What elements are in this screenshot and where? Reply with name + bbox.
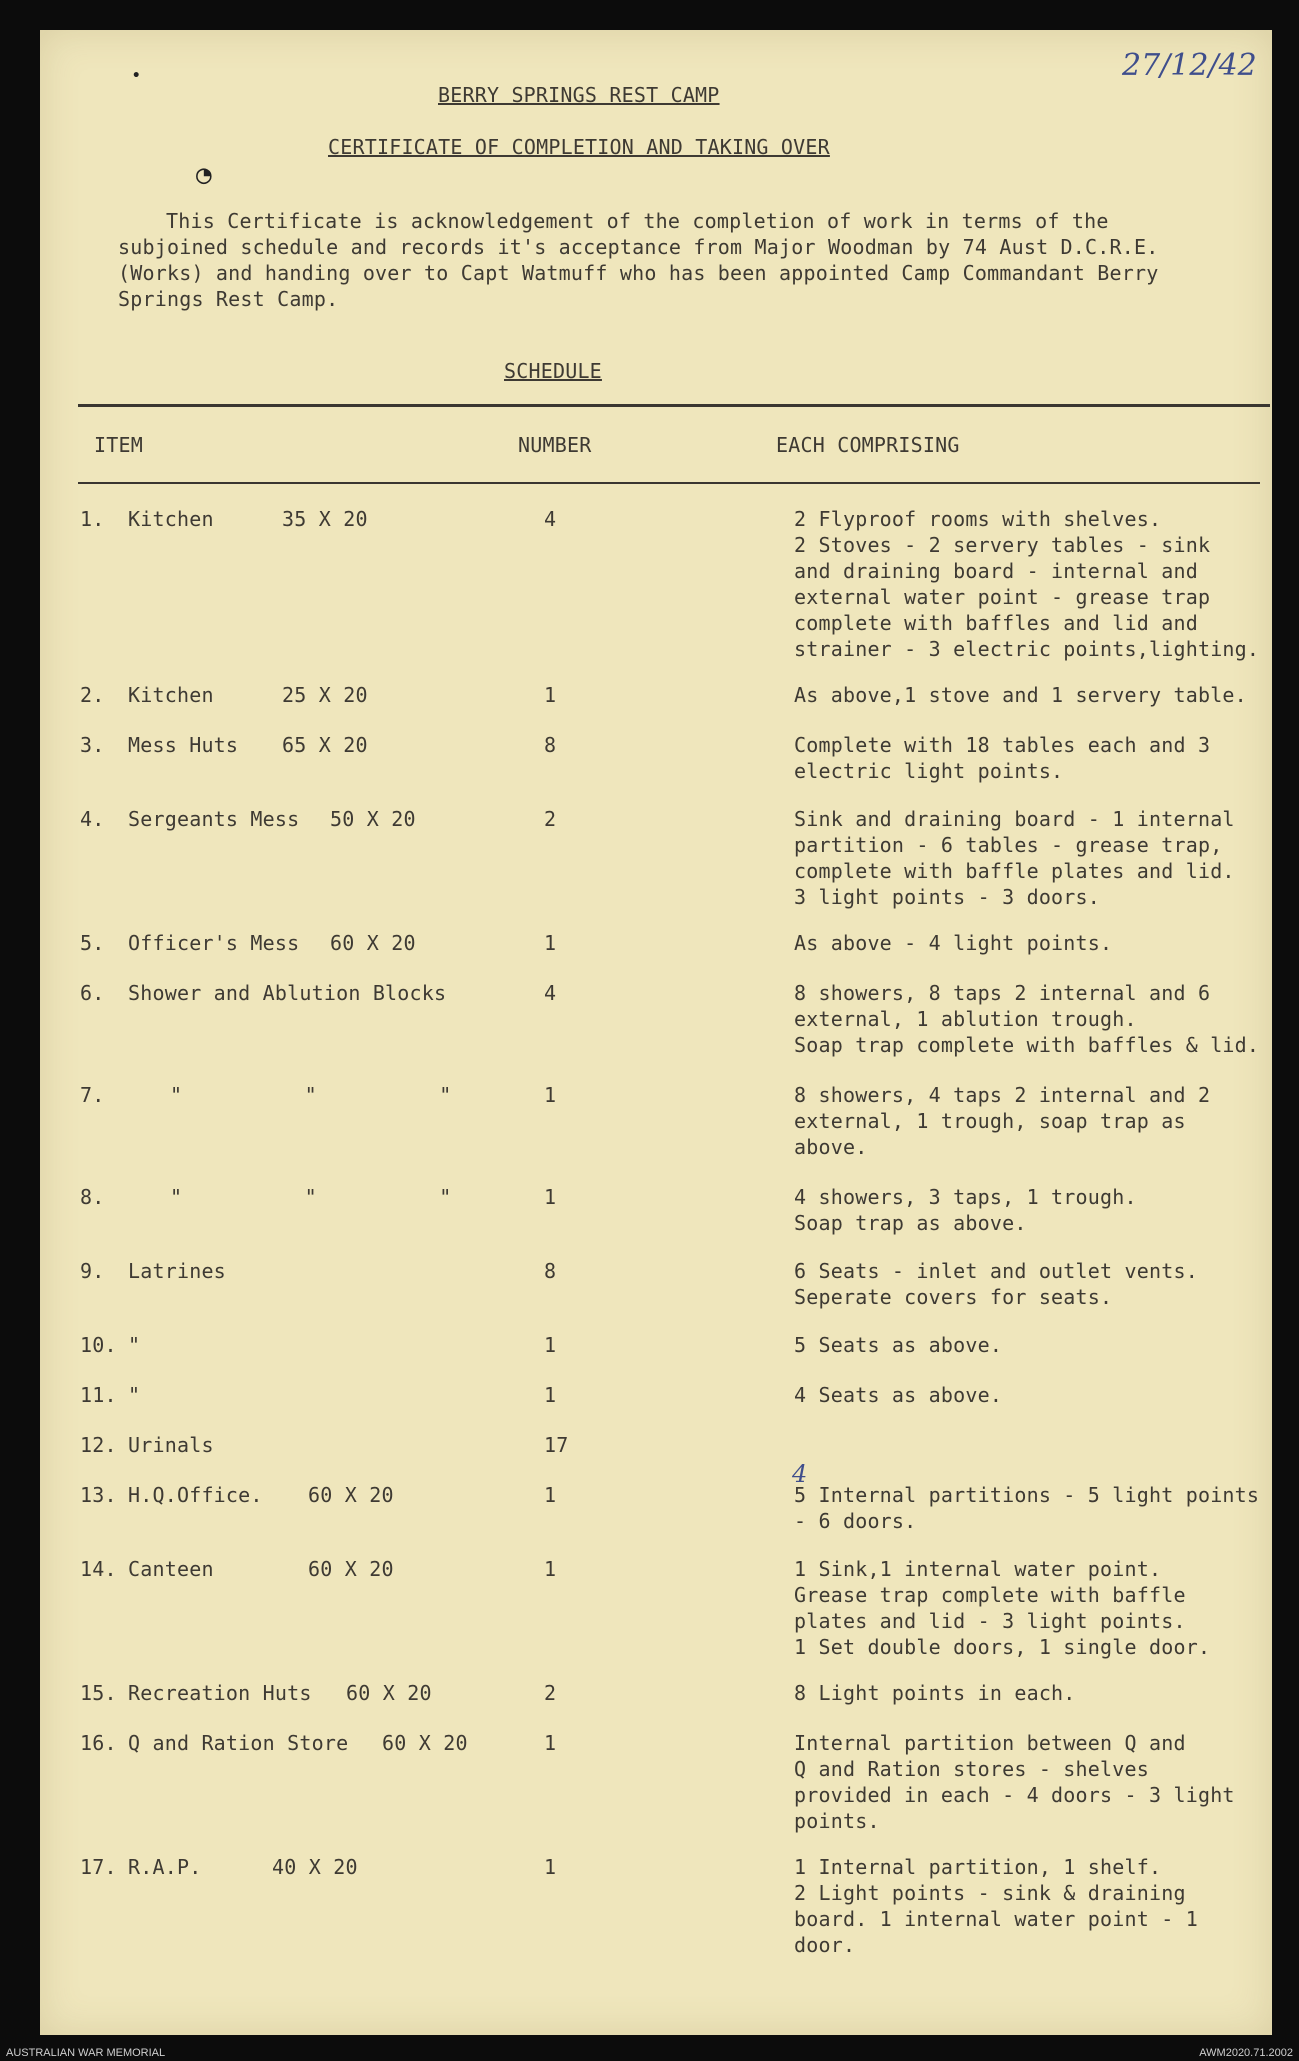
row-quantity: 4	[544, 507, 557, 531]
row-item: Mess Huts	[128, 733, 239, 757]
handwritten-correction: 4	[792, 1460, 808, 1488]
row-each-line: above.	[794, 1135, 868, 1159]
header-bottom-rule	[78, 482, 1260, 484]
row-number-label: 15.	[80, 1681, 117, 1705]
row-size: 35 X 20	[282, 507, 368, 531]
row-size: 60 X 20	[382, 1731, 468, 1755]
row-each-line: 8 Light points in each.	[794, 1681, 1076, 1705]
row-item: Recreation Huts	[128, 1681, 312, 1705]
row-item: H.Q.Office.	[128, 1483, 263, 1507]
row-each-line: 2 Stoves - 2 servery tables - sink	[794, 533, 1211, 557]
row-each-line: 1 Internal partition, 1 shelf.	[794, 1855, 1162, 1879]
schedule-heading: SCHEDULE	[504, 359, 602, 383]
row-each-line: Q and Ration stores - shelves	[794, 1757, 1149, 1781]
footer-right: AWM2020.71.2002	[1199, 2047, 1293, 2059]
row-each-line: and draining board - internal and	[794, 559, 1198, 583]
row-each-line: strainer - 3 electric points,lighting.	[794, 637, 1260, 661]
row-quantity: 2	[544, 807, 557, 831]
row-item: Kitchen	[128, 507, 214, 531]
row-each-line: external, 1 trough, soap trap as	[794, 1109, 1186, 1133]
row-each-line: points.	[794, 1809, 880, 1833]
row-each-line: board. 1 internal water point - 1	[794, 1907, 1198, 1931]
row-size: 25 X 20	[282, 683, 368, 707]
column-header-number: NUMBER	[518, 433, 592, 457]
row-item: " " "	[170, 1185, 452, 1209]
row-each-line: 8 showers, 8 taps 2 internal and 6	[794, 981, 1211, 1005]
handwritten-date: 27/12/42	[1122, 48, 1257, 83]
intro-line: subjoined schedule and records it's acceptance from Major Woodman by 74 Aust D.C.R.E.	[118, 235, 1159, 259]
row-size: 50 X 20	[330, 807, 416, 831]
row-quantity: 4	[544, 981, 557, 1005]
row-quantity: 1	[544, 931, 557, 955]
row-quantity: 17	[544, 1433, 569, 1457]
row-each-line: Seperate covers for seats.	[794, 1285, 1113, 1309]
row-number-label: 7.	[80, 1083, 105, 1107]
document-title: BERRY SPRINGS REST CAMP	[438, 83, 720, 107]
row-each-line: door.	[794, 1933, 856, 1957]
row-quantity: 1	[544, 1557, 557, 1581]
row-quantity: 1	[544, 1333, 557, 1357]
footer-left: AUSTRALIAN WAR MEMORIAL	[6, 2047, 166, 2059]
intro-line: This Certificate is acknowledgement of the completion of work in terms of the	[166, 209, 1109, 233]
row-each-line: Grease trap complete with baffle	[794, 1583, 1186, 1607]
row-quantity: 1	[544, 1383, 557, 1407]
row-item: "	[128, 1383, 141, 1407]
row-each-line: complete with baffle plates and lid.	[794, 859, 1235, 883]
row-item: Shower and Ablution Blocks	[128, 981, 447, 1005]
row-quantity: 1	[544, 1855, 557, 1879]
row-each-line: 6 Seats - inlet and outlet vents.	[794, 1259, 1198, 1283]
row-each-line: - 6 doors.	[794, 1509, 917, 1533]
row-number-label: 9.	[80, 1259, 105, 1283]
row-number-label: 4.	[80, 807, 105, 831]
row-item: Q and Ration Store	[128, 1731, 349, 1755]
row-item: Urinals	[128, 1433, 214, 1457]
row-each-line: external water point - grease trap	[794, 585, 1211, 609]
row-number-label: 16.	[80, 1731, 117, 1755]
document-subtitle: CERTIFICATE OF COMPLETION AND TAKING OVER	[328, 135, 830, 159]
row-item: Latrines	[128, 1259, 226, 1283]
row-item: Canteen	[128, 1557, 214, 1581]
row-size: 40 X 20	[272, 1855, 358, 1879]
row-number-label: 5.	[80, 931, 105, 955]
row-quantity: 1	[544, 1483, 557, 1507]
row-quantity: 8	[544, 733, 557, 757]
row-each-line: electric light points.	[794, 759, 1064, 783]
row-size: 60 X 20	[346, 1681, 432, 1705]
row-size: 60 X 20	[308, 1557, 394, 1581]
ink-mark: ◔	[196, 160, 212, 190]
row-number-label: 12.	[80, 1433, 117, 1457]
row-item: Officer's Mess	[128, 931, 300, 955]
row-each-line: Internal partition between Q and	[794, 1731, 1186, 1755]
row-number-label: 14.	[80, 1557, 117, 1581]
row-size: 60 X 20	[330, 931, 416, 955]
row-each-line: 8 showers, 4 taps 2 internal and 2	[794, 1083, 1211, 1107]
ink-mark: •	[132, 68, 141, 84]
row-number-label: 6.	[80, 981, 105, 1005]
row-size: 60 X 20	[308, 1483, 394, 1507]
row-number-label: 8.	[80, 1185, 105, 1209]
row-number-label: 17.	[80, 1855, 117, 1879]
row-quantity: 2	[544, 1681, 557, 1705]
row-each-line: plates and lid - 3 light points.	[794, 1609, 1186, 1633]
header-top-rule	[78, 404, 1270, 407]
row-each-line: 4 showers, 3 taps, 1 trough.	[794, 1185, 1137, 1209]
row-each-line: Soap trap complete with baffles & lid.	[794, 1033, 1260, 1057]
row-quantity: 8	[544, 1259, 557, 1283]
row-each-line: 4 Seats as above.	[794, 1383, 1003, 1407]
row-quantity: 1	[544, 1083, 557, 1107]
row-number-label: 2.	[80, 683, 105, 707]
row-each-line: As above - 4 light points.	[794, 931, 1113, 955]
row-each-line: Complete with 18 tables each and 3	[794, 733, 1211, 757]
row-item: Kitchen	[128, 683, 214, 707]
row-quantity: 1	[544, 683, 557, 707]
row-each-line: 3 light points - 3 doors.	[794, 885, 1101, 909]
row-number-label: 13.	[80, 1483, 117, 1507]
row-each-line: 2 Light points - sink & draining	[794, 1881, 1186, 1905]
column-header-each: EACH COMPRISING	[776, 433, 960, 457]
intro-line: Springs Rest Camp.	[118, 287, 339, 311]
row-each-line: 1 Set double doors, 1 single door.	[794, 1635, 1211, 1659]
row-number-label: 3.	[80, 733, 105, 757]
column-header-item: ITEM	[94, 433, 143, 457]
row-each-line: provided in each - 4 doors - 3 light	[794, 1783, 1235, 1807]
row-item: "	[128, 1333, 141, 1357]
row-number-label: 11.	[80, 1383, 117, 1407]
row-each-line: external, 1 ablution trough.	[794, 1007, 1137, 1031]
row-each-line: As above,1 stove and 1 servery table.	[794, 683, 1247, 707]
row-quantity: 1	[544, 1185, 557, 1209]
row-number-label: 10.	[80, 1333, 117, 1357]
row-quantity: 1	[544, 1731, 557, 1755]
row-item: R.A.P.	[128, 1855, 202, 1879]
row-item: Sergeants Mess	[128, 807, 300, 831]
row-each-line: partition - 6 tables - grease trap,	[794, 833, 1223, 857]
row-each-line: 1 Sink,1 internal water point.	[794, 1557, 1162, 1581]
intro-line: (Works) and handing over to Capt Watmuff who has been appointed Camp Commandant Berry	[118, 261, 1159, 285]
row-size: 65 X 20	[282, 733, 368, 757]
row-item: " " "	[170, 1083, 452, 1107]
row-each-line: 5 Internal partitions - 5 light points	[794, 1483, 1260, 1507]
row-each-line: 5 Seats as above.	[794, 1333, 1003, 1357]
row-each-line: Sink and draining board - 1 internal	[794, 807, 1235, 831]
row-number-label: 1.	[80, 507, 105, 531]
row-each-line: complete with baffles and lid and	[794, 611, 1198, 635]
row-each-line: Soap trap as above.	[794, 1211, 1027, 1235]
row-each-line: 2 Flyproof rooms with shelves.	[794, 507, 1162, 531]
